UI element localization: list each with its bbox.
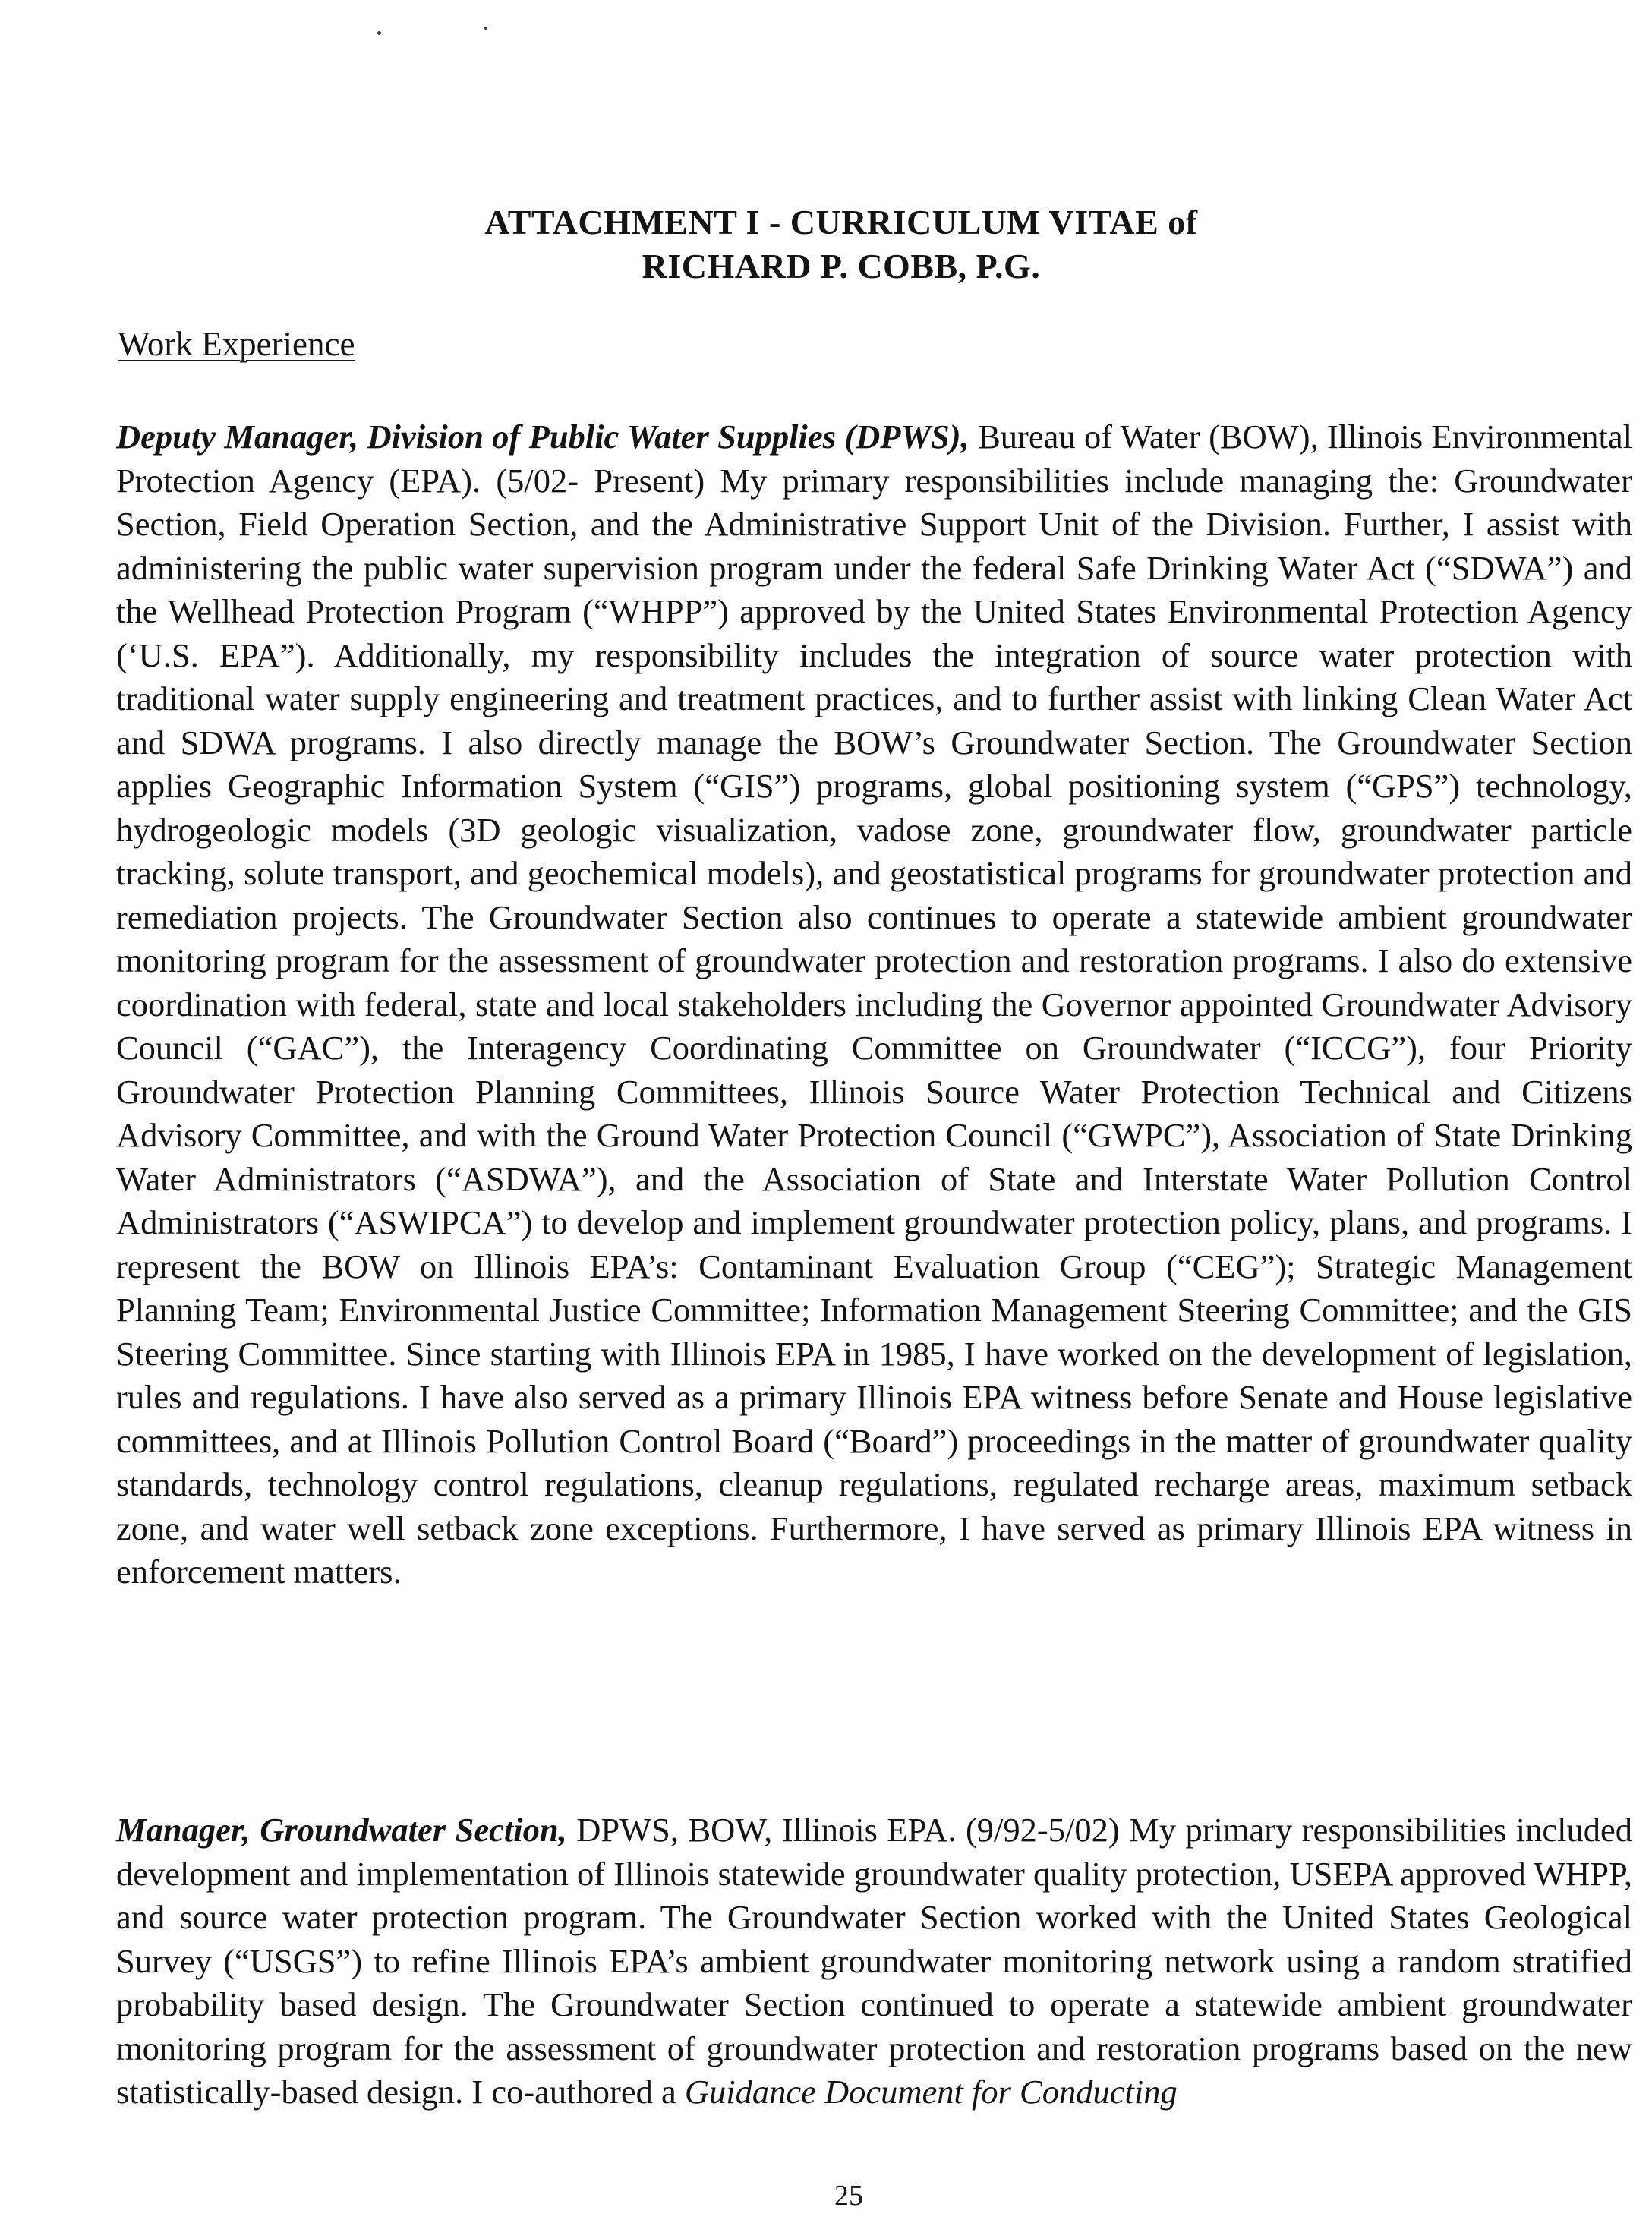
scan-speck: [377, 31, 381, 35]
scan-speck: [484, 27, 487, 30]
page-number: 25: [834, 2180, 863, 2212]
entry-body: DPWS, BOW, Illinois EPA. (9/92-5/02) My primary responsibilities included development and implementation of Illinois statewide groundwater quality protection, USEPA approved WHPP, and source water protection program. The Groundwater Section worked with the United States Geological Survey (“USGS”) to refine Illinois EPA’s ambient groundwater monitoring network using a random stratified probability based design. The Groundwater Section continued to operate a statewide ambient groundwater monitoring program for the assessment of groundwater protection and restoration programs based on the new statistically-based design. I co-authored a: [116, 1811, 1632, 2111]
document-title-line-1: ATTACHMENT I - CURRICULUM VITAE of: [484, 203, 1198, 241]
work-entry-groundwater-manager: [116, 1808, 1632, 2114]
position-title: Manager, Groundwater Section,: [116, 1811, 567, 1849]
document-title-line-2: RICHARD P. COBB, P.G.: [642, 247, 1041, 285]
section-heading-work-experience: Work Experience: [118, 325, 355, 363]
publication-title: Guidance Document for Conducting: [684, 2073, 1178, 2111]
work-entry-deputy-manager: [116, 415, 1632, 1594]
entry-body: Bureau of Water (BOW), Illinois Environmental Protection Agency (EPA). (5/02- Present) My primary responsibilities include managing the: Groundwater Section, Field Operation Section, and the Administrative Support Unit of the Division. Further, I assist with administering the public water supervision program under the federal Safe Drinking Water Act (“SDWA”) and the Wellhead Protection Program (“WHPP”) approved by the United States Environmental Protection Agency (‘U.S. EPA”). Additionally, my responsibility includes the integration of source water protection with traditional water supply engineering and treatment practices, and to further assist with linking Clean Water Act and SDWA programs. I also directly manage the BOW’s Groundwater Section. The Groundwater Section applies Geographic Information System (“GIS”) programs, global positioning system (“GPS”) technology, hydrogeologic models (3D geologic visualization, vadose zone, groundwater flow, groundwater particle tracking, solute transport, and geochemical models), and geostatistical programs for groundwater protection and remediation projects. The Groundwater Section also continues to operate a statewide ambient groundwater monitoring program for the assessment of groundwater protection and restoration programs. I also do extensive coordination with federal, state and local stakeholders including the Governor appointed Groundwater Advisory Council (“GAC”), the Interagency Coordinating Committee on Groundwater (“ICCG”), four Priority Groundwater Protection Planning Committees, Illinois Source Water Protection Technical and Citizens Advisory Committee, and with the Ground Water Protection Council (“GWPC”), Association of State Drinking Water Administrators (“ASDWA”), and the Association of State and Interstate Water Pollution Control Administrators (“ASWIPCA”) to develop and implement groundwater protection policy, plans, and programs. I represent the BOW on Illinois EPA’s: Contaminant Evaluation Group (“CEG”); Strategic Management Planning Team; Environmental Justice Committee; Information Management Steering Committee; and the GIS Steering Committee. Since starting with Illinois EPA in 1985, I have worked on the development of legislation, rules and regulations. I have also served as a primary Illinois EPA witness before Senate and House legislative committees, and at Illinois Pollution Control Board (“Board”) proceedings in the matter of groundwater quality standards, technology control regulations, cleanup regulations, regulated recharge areas, maximum setback zone, and water well setback zone exceptions. Furthermore, I have served as primary Illinois EPA witness in enforcement matters.: [116, 418, 1632, 1591]
position-title: Deputy Manager, Division of Public Water Supplies (DPWS),: [116, 418, 969, 456]
